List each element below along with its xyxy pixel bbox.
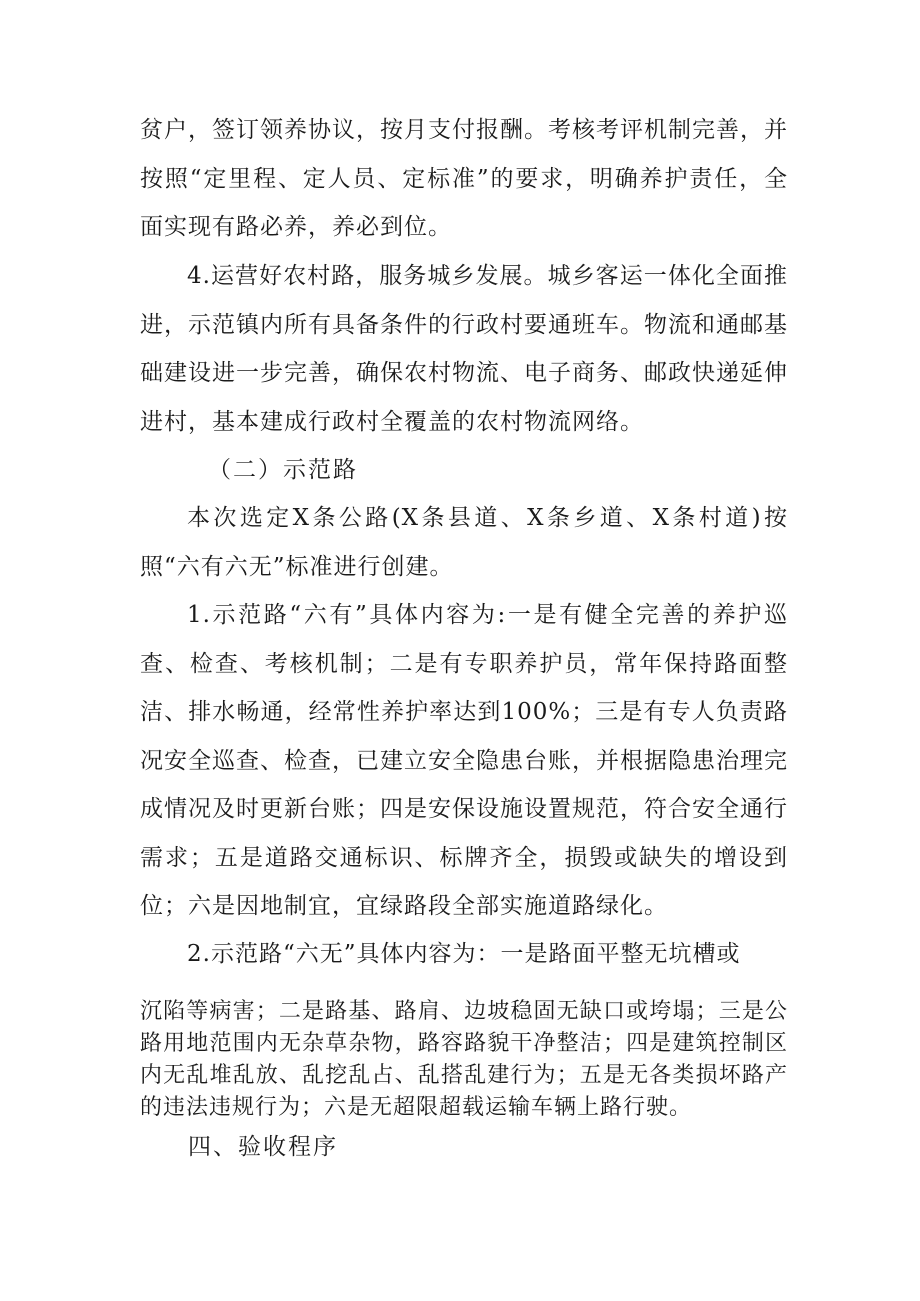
- paragraph-maintenance-assessment: 贫户，签订领养协议，按月支付报酬。考核考评机制完善，并按照“定里程、定人员、定标准”的要求，明确养护责任，全面实现有路必养，养必到位。: [140, 117, 788, 240]
- paragraph-six-nones-intro: 2.示范路“六无”具体内容为：一是路面平整无坑槽或: [187, 941, 741, 967]
- paragraph-operation-rural-roads: 4.运营好农村路，服务城乡发展。城乡客运一体化全面推进，示范镇内所有具备条件的行政村要通班车。物流和通邮基础建设进一步完善，确保农村物流、电子商务、邮政快递延伸进村，基本建成行政村全覆盖的农村物流网络。: [140, 263, 788, 435]
- paragraph-six-haves: 1.示范路“六有”具体内容为:一是有健全完善的养护巡查、检查、考核机制；二是有专职养护员，常年保持路面整洁、排水畅通，经常性养护率达到100%；三是有专人负责路况安全巡查、检查，已建立安全隐患台账，并根据隐患治理完成情况及时更新台账；四是安保设施设置规范，符合安全通行需求；五是道路交通标识、标牌齐全，损毁或缺失的增设到位；六是因地制宜，宜绿路段全部实施道路绿化。: [140, 602, 788, 919]
- paragraph-selected-roads: 本次选定X条公路(X条县道、X条乡道、X条村道)按照“六有六无”标准进行创建。: [140, 505, 788, 580]
- section-heading-demonstration-road: （二）示范路: [208, 457, 358, 483]
- paragraph-six-nones-details: 沉陷等病害；二是路基、路肩、边坡稳固无缺口或垮塌；三是公路用地范围内无杂草杂物，路容路貌干净整洁；四是建筑控制区内无乱堆乱放、乱挖乱占、乱搭乱建行为；五是无各类损坏路产的违法违规行为；六是无超限超载运输车辆上路行驶。: [140, 999, 788, 1120]
- section-heading-acceptance-procedure: 四、验收程序: [188, 1134, 338, 1160]
